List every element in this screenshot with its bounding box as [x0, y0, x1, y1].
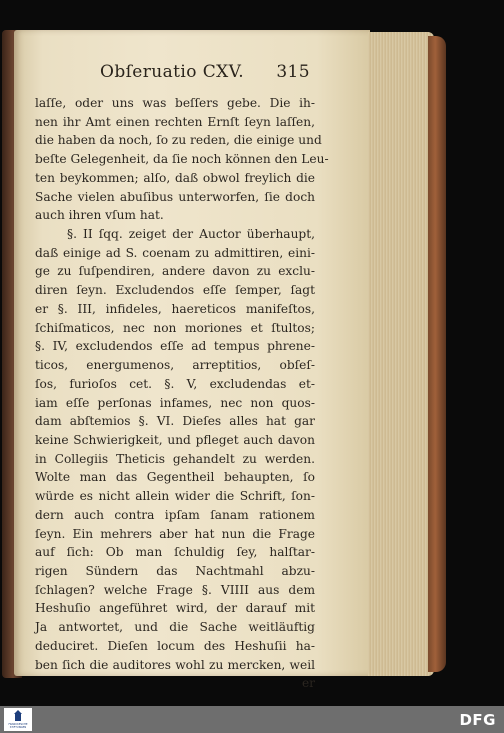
text-line: ben ſich die auditores wohl zu mercken, weil: [35, 657, 315, 672]
building-icon: [14, 710, 22, 722]
text-line: würde es nicht allein wider die Schrift, ſon-: [35, 489, 315, 504]
text-line: Heshuſio angeführet wird, der darauf mit: [35, 601, 315, 616]
text-line: rigen Sündern das Nachtmahl abzu-: [35, 563, 315, 578]
text-line: ticos, energumenos, arreptitios, obſeſ-: [35, 358, 315, 373]
institution-logo[interactable]: [4, 708, 32, 731]
text-line: die haben da noch, ſo zu reden, die einige und: [35, 133, 322, 148]
text-line: Wolte man das Gegentheil behaupten, ſo: [35, 470, 315, 485]
text-line: auch ihren vſum hat.: [35, 208, 164, 223]
page-number: 315: [276, 62, 310, 82]
running-title: Obſeruatio CXV.: [100, 62, 245, 82]
page-edges: [368, 32, 434, 676]
text-line: Sache vielen abuſibus unterworfen, ſie doch: [35, 189, 315, 204]
text-line: daß einige ad S. coenam zu admittiren, eini-: [35, 245, 315, 260]
text-line: in Collegiis Theticis gehandelt zu werden.: [35, 451, 315, 466]
text-line: dam abſtemios §. VI. Dieſes alles hat gar: [35, 414, 315, 429]
text-line: ſchiſmaticos, nec non moriones et ſtultos;: [35, 320, 315, 335]
text-line: keine Schwierigkeit, und pfleget auch davon: [35, 432, 315, 447]
text-line: er §. III, infideles, haereticos manifeſtos,: [35, 301, 315, 316]
book-cover-right: [428, 36, 446, 672]
viewer-footer-bar: [0, 706, 504, 733]
page-text: [35, 94, 329, 693]
text-line: auf ſich: Ob man ſchuldig ſey, halſtar-: [35, 545, 315, 560]
dfg-logo[interactable]: DFG: [459, 711, 496, 729]
text-line: ge zu ſuſpendiren, andere davon zu exclu-: [35, 264, 315, 279]
logo-caption-line1: FRANCKESCHE: [8, 723, 28, 726]
catchword: er: [301, 676, 315, 691]
text-line: deduciret. Dieſen locum des Heshuſii ha-: [35, 638, 315, 653]
logo-caption-line2: STIFTUNGEN: [9, 726, 27, 729]
text-line: beſte Gelegenheit, da ſie noch können den Leu-: [35, 152, 329, 167]
text-line: §. II ſqq. zeiget der Auctor überhaupt,: [67, 227, 315, 242]
text-line: §. IV, excludendos eſſe ad tempus phrene-: [35, 339, 315, 354]
running-header: [100, 62, 310, 86]
text-line: diren ſeyn. Excludendos eſſe ſemper, ſagt: [35, 283, 315, 298]
text-line: ſos, furioſos cet. §. V, excludendas et-: [35, 376, 315, 391]
logo-caption: [5, 723, 31, 729]
text-line: iam eſſe perſonas infames, nec non quos-: [35, 395, 315, 410]
text-line: laſſe, oder uns was beſſers gebe. Die ih-: [35, 96, 315, 110]
text-line: nen ihr Amt einen rechten Ernſt ſeyn laſſen,: [35, 114, 315, 129]
text-line: ſchlagen? welche Frage §. VIIII aus dem: [35, 582, 315, 597]
text-line: ſeyn. Ein mehrers aber hat nun die Frage: [35, 526, 315, 541]
text-line: ten beykommen; alſo, daß obwol freylich die: [35, 170, 315, 185]
text-line: dern auch contra ipſam ſanam rationem: [35, 507, 315, 522]
text-line: Ja antwortet, und die Sache weitläuftig: [35, 620, 315, 635]
